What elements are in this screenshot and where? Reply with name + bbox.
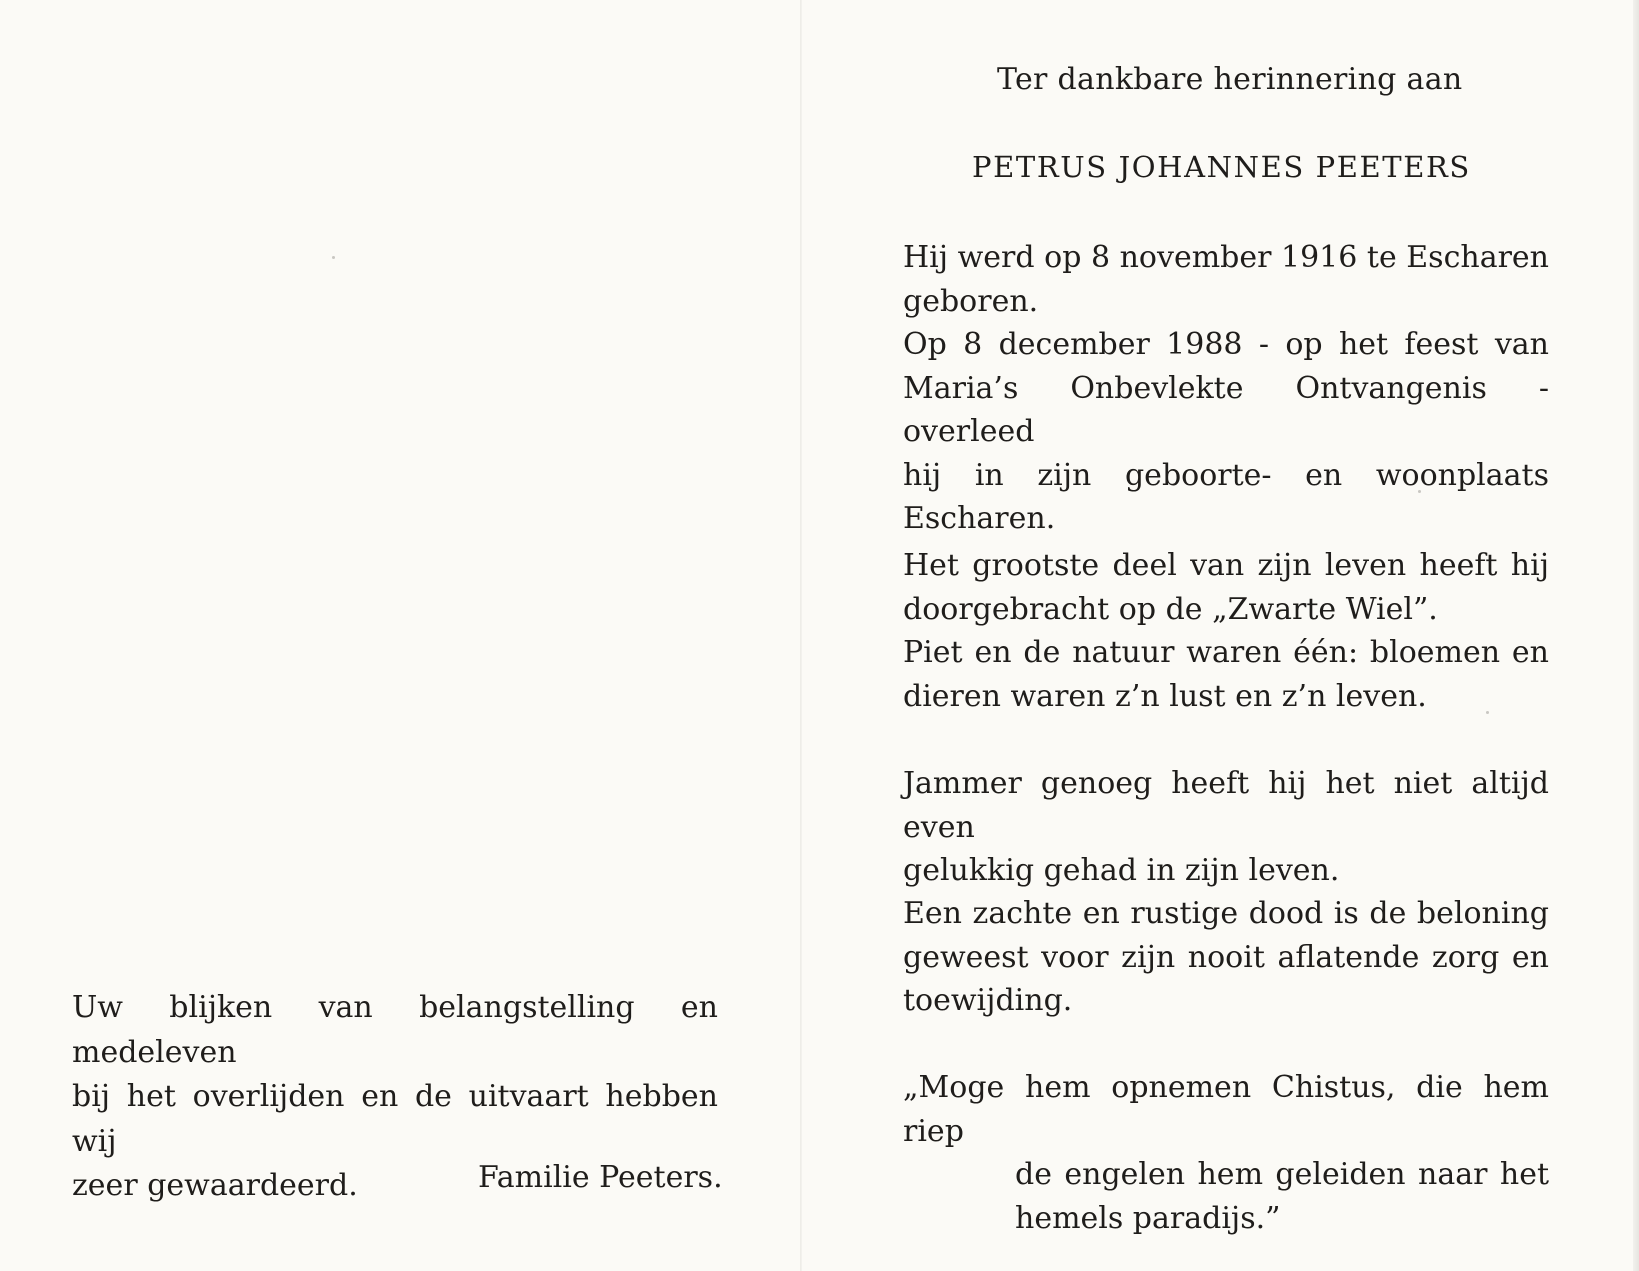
text-line: de engelen hem geleiden naar het	[1015, 1157, 1549, 1192]
family-signature: Familie Peeters.	[478, 1160, 723, 1195]
card-fold	[800, 0, 802, 1271]
paper-speck	[332, 256, 335, 259]
text-line: Maria’s Onbevlekte Ontvangenis - overleed	[903, 370, 1549, 449]
text-line: Hij werd op 8 november 1916 te Escharen	[903, 240, 1549, 275]
text-line: gelukkig gehad in zijn leven.	[903, 853, 1340, 888]
text-line: Op 8 december 1988 - op het feest van	[903, 327, 1549, 362]
deceased-name: PETRUS JOHANNES PEETERS	[972, 150, 1471, 184]
text-line: Piet en de natuur waren één: bloemen en	[903, 635, 1549, 670]
text-line: zeer gewaardeerd.	[72, 1168, 358, 1203]
text-line: bij het overlijden en de uitvaart hebben wij	[72, 1079, 718, 1159]
text-line: geweest voor zijn nooit aflatende zorg en	[903, 939, 1549, 975]
birth-death-paragraph	[903, 236, 1549, 541]
text-line: Uw blijken van belangstelling en medeleven	[72, 990, 718, 1070]
text-line: toewijding.	[903, 983, 1073, 1018]
text-line: hij in zijn geboorte- en woonplaats Escharen.	[903, 457, 1549, 536]
text-line: hemels paradijs.”	[1015, 1200, 1281, 1236]
death-paragraph	[903, 892, 1549, 1023]
text-line: Het grootste deel van zijn leven heeft hij	[903, 548, 1549, 583]
text-line: Jammer genoeg heeft hij het niet altijd even	[903, 766, 1549, 845]
life-paragraph	[903, 544, 1549, 718]
text-line: dieren waren z’n lust en z’n leven.	[903, 678, 1427, 714]
prayer-quote	[903, 1066, 1549, 1240]
text-line: doorgebracht op de „Zwarte Wiel”.	[903, 591, 1438, 627]
text-line: „Moge hem opnemen Chistus, die hem riep	[903, 1070, 1549, 1149]
text-line: Een zachte en rustige dood is de beloning	[903, 896, 1549, 931]
misfortune-paragraph	[903, 762, 1549, 893]
text-line: geboren.	[903, 283, 1039, 319]
intro-line: Ter dankbare herinnering aan	[997, 62, 1463, 97]
